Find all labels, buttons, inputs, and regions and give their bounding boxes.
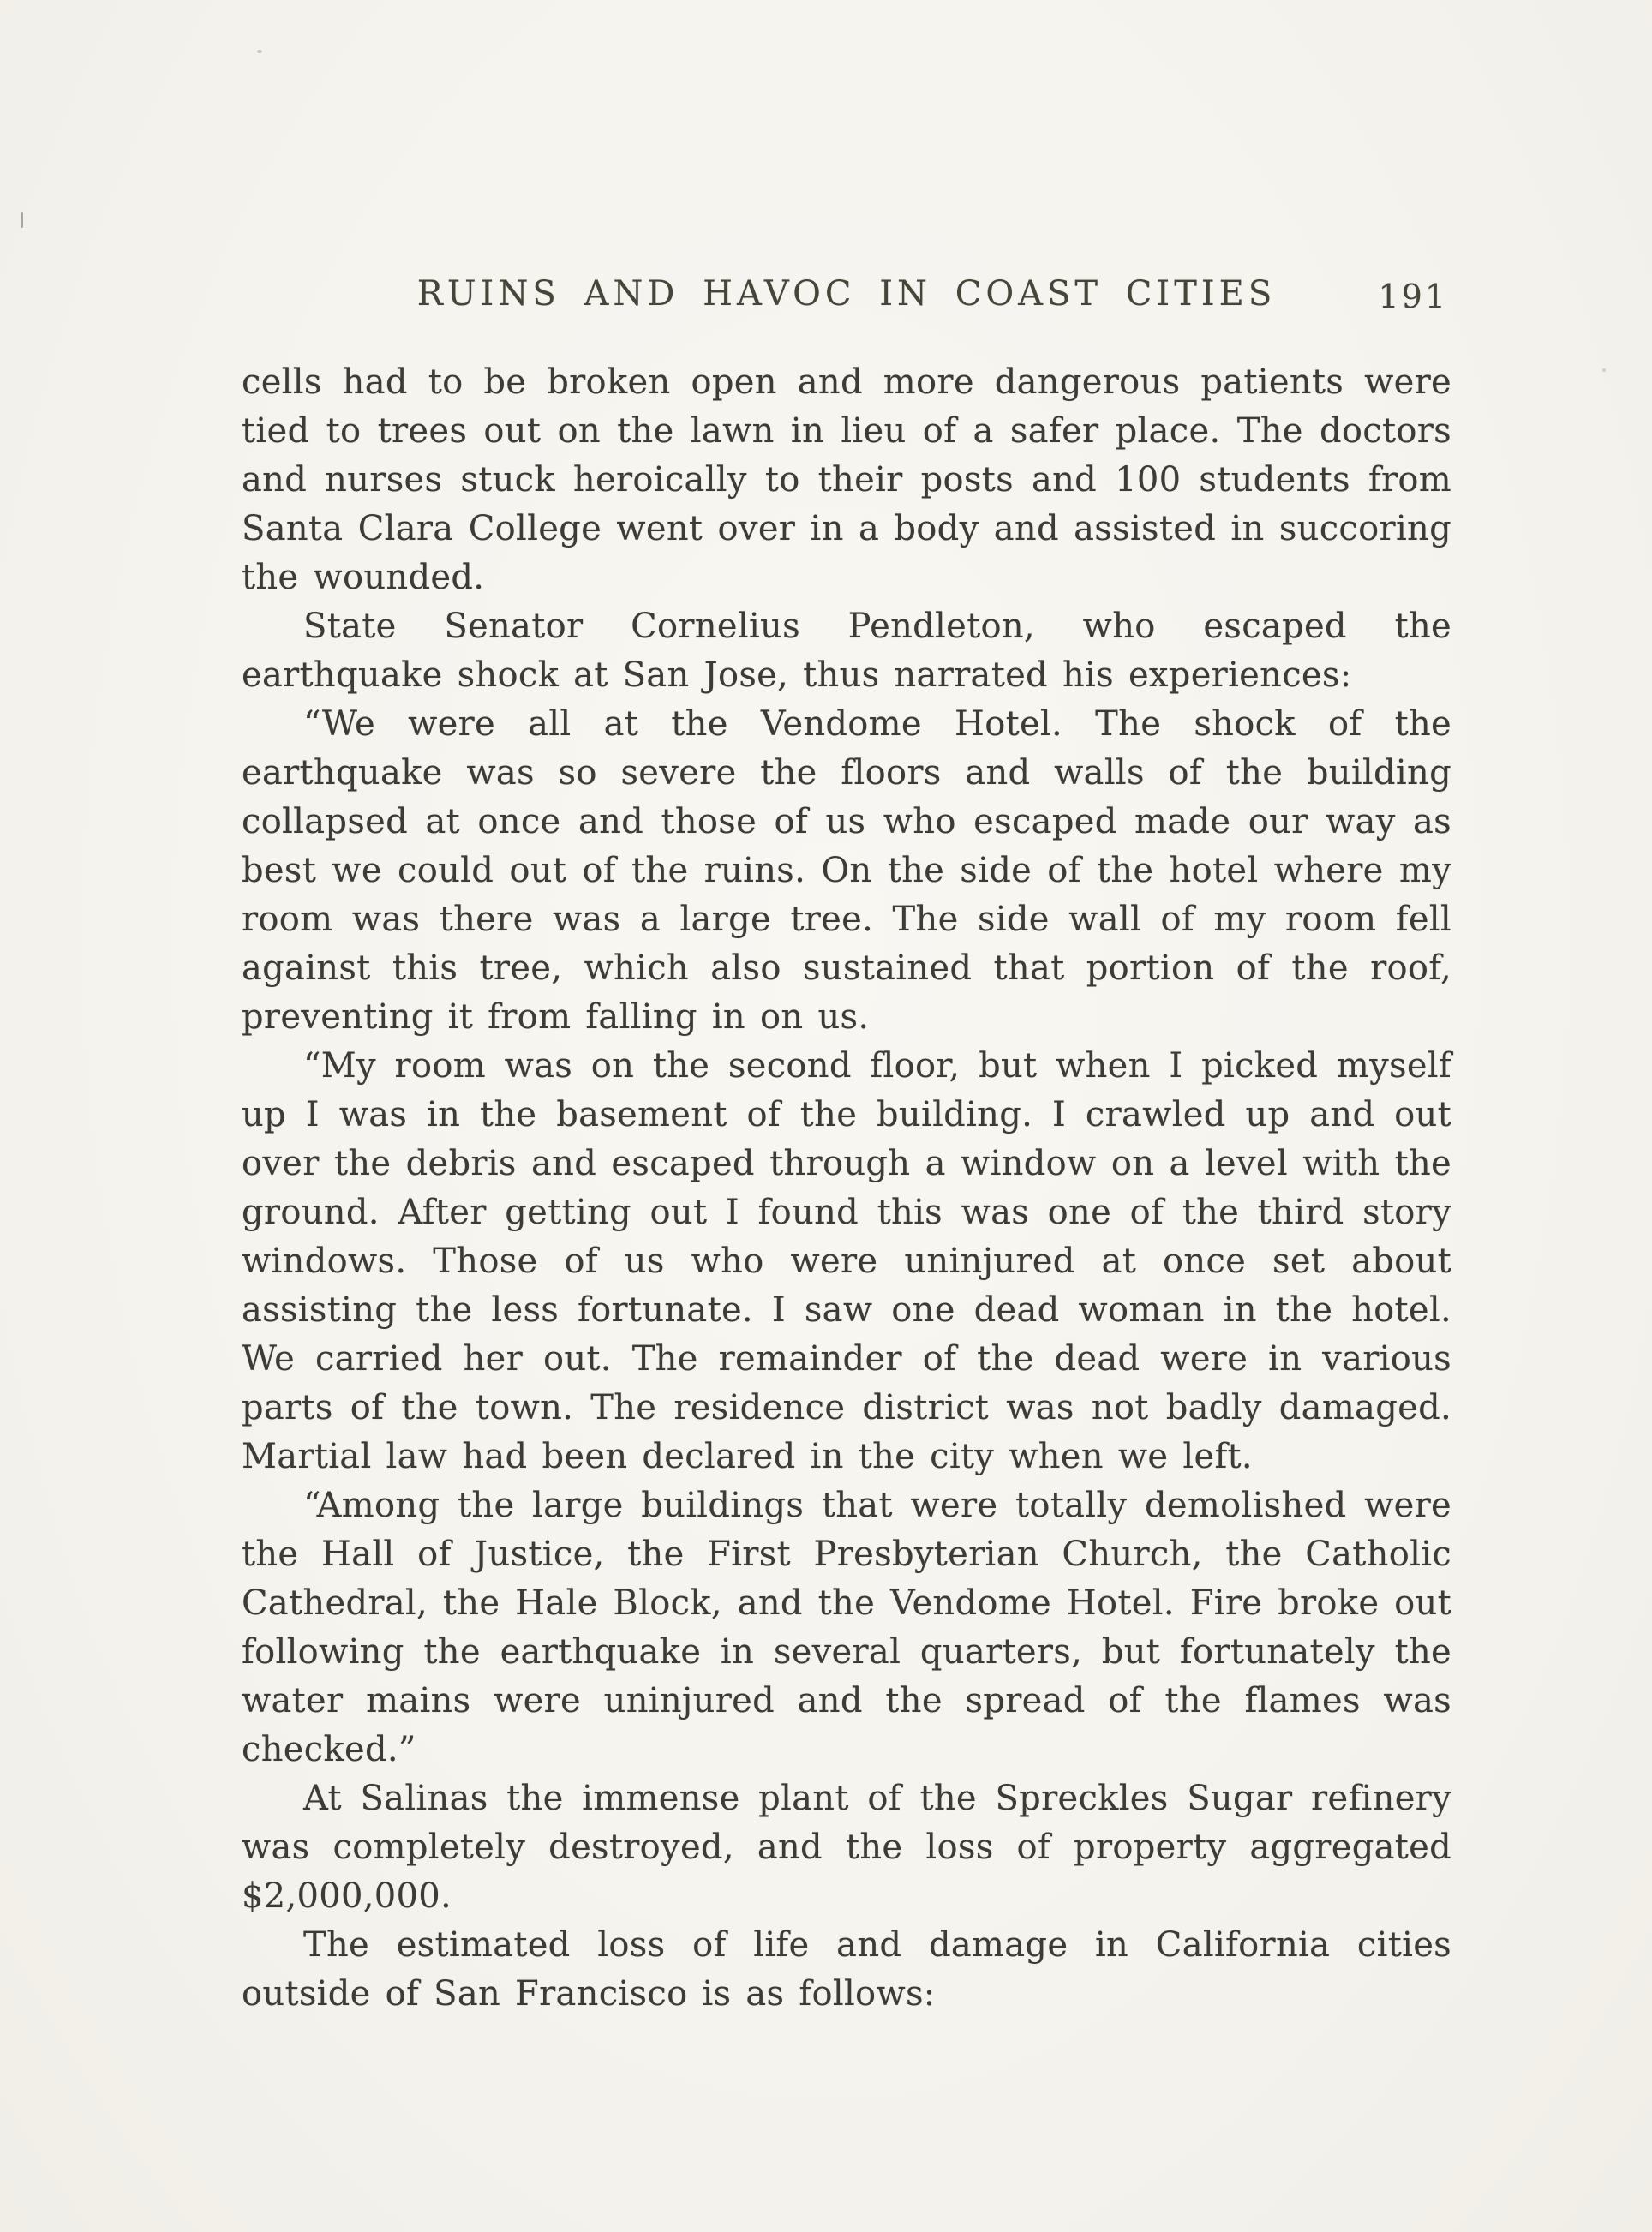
scan-artifact — [257, 50, 262, 53]
paragraph: The estimated loss of life and damage in California cities outside of San Francisco is as follows: — [242, 1925, 1451, 2014]
paragraph: “Among the large buildings that were totally demolished were the Hall of Justice, the First Presbyterian Church, the Catholic Cathedral, the Hale Block, and the Vendome Hotel. Fire broke out following the earthquake in several quarters, but fortunately the water mains were uninjured and the spread of the flames was checked.” — [242, 1486, 1451, 1769]
page-number: 191 — [1378, 278, 1448, 315]
paragraph: State Senator Cornelius Pendleton, who escaped the earthquake shock at San Jose, thus narrated his experiences: — [242, 607, 1451, 695]
scan-artifact — [21, 212, 23, 228]
paragraph: cells had to be broken open and more dangerous patients were tied to trees out on the lawn in lieu of a safer place. The doctors and nurses stuck heroically to their posts and 100 students from Santa Clara College went over in a body and assisted in succoring the wounded. — [242, 362, 1451, 597]
paragraph: “My room was on the second floor, but when I picked myself up I was in the basement of the building. I crawled up and out over the debris and escaped through a window on a level with the ground. After getting out I found this was one of the third story windows. Those of us who were uninjured at once set about assisting the less fortunate. I saw one dead woman in the hotel. We carried her out. The remainder of the dead were in various parts of the town. The residence district was not badly damaged. Martial law had been declared in the city when we left. — [242, 1046, 1451, 1476]
scan-artifact — [1602, 368, 1606, 372]
page-header — [242, 274, 1451, 326]
paragraph: “We were all at the Vendome Hotel. The shock of the earthquake was so severe the floors and walls of the building collapsed at once and those of us who escaped made our way as best we could out of the ruins. On the side of the hotel where my room was there was a large tree. The side wall of my room fell against this tree, which also sustained that portion of the roof, preventing it from falling in on us. — [242, 704, 1451, 1037]
body-text — [242, 358, 1451, 2019]
paragraph: At Salinas the immense plant of the Spreckles Sugar refinery was completely destroyed, and the loss of property aggregated $2,000,000. — [242, 1779, 1451, 1916]
running-title: RUINS AND HAVOC IN COAST CITIES — [416, 274, 1277, 314]
